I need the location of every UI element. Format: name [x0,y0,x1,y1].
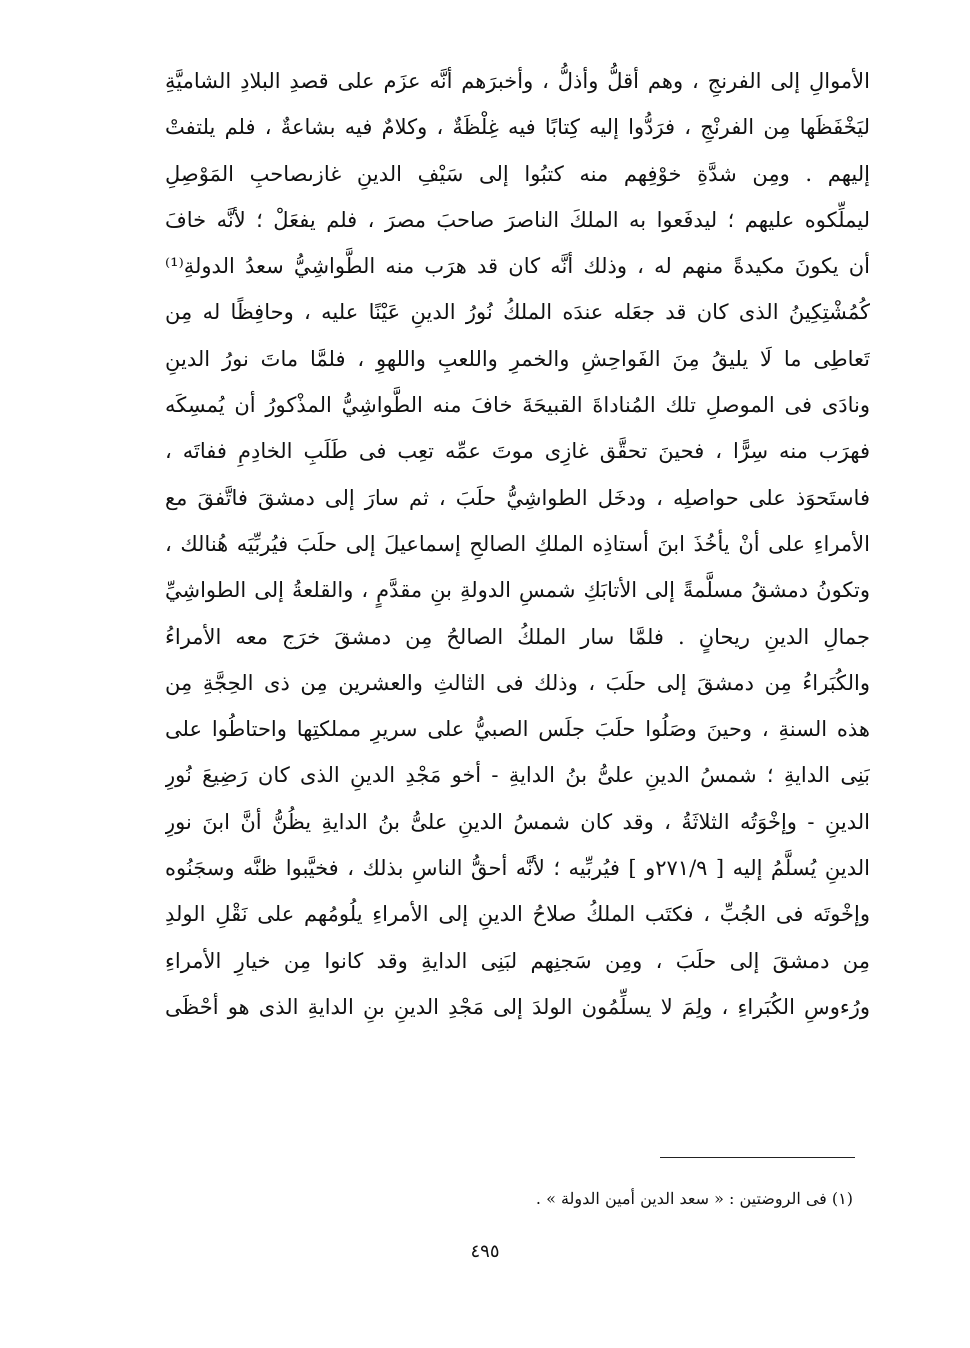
page-number: ٤٩٥ [470,1241,500,1262]
text-line: أن يكونَ مكيدةً منهم له ، وذلك أنَّه كان قد هرَب منه الطَّواشِيُّ سعدُ الدولةِ⁽¹⁾ [165,254,870,279]
text-line: بَنِى الدايةِ ؛ شمسُ الدينِ علىُّ بنُ الدايةِ - أخو مَجْدِ الدينِ الذى كان رَضِيعَ نُورِ [165,763,870,788]
text-line: وإخْوتَه فى الجُبِّ ، فكتَب الملكُ صلاحُ الدينِ إلى الأمراءِ يلُومُهم على نَقْلِ الولدِ [165,902,870,927]
text-line: ليملِّكوه عليهم ؛ ليدفَعوا به الملكَ الناصرَ صاحبَ مصرَ ، فلم يفعَلْ ؛ لأنَّه خافَ [165,207,870,232]
text-line: كُمُشْتِكِينُ الذى كان قد جعَله عندَه الملكُ نُورُ الدينِ عَيْنًا عليه ، وحافِظًا له مِن [165,300,870,325]
text-line: والكُبَراءُ مِن دمشقَ إلى حلَبَ ، وذلك فى الثالثِ والعشرين مِن ذى الحِجَّةِ مِن [165,670,870,695]
text-line: ونادَى فى الموصلِ تلك المُناداةَ القبيحَةَ خافَ منه الطَّواشِيُّ المذْكورُ أن يُمسِكَه [165,393,870,418]
text-line: الدينِ يُسلَّمُ إليه [ ٢٧١/٩و ] فيُربِّيه ؛ لأنَّه أحقُّ الناسِ بذلك ، فخيَّبوا ظنَّه وسجَنُوه [165,856,870,881]
text-line: ورُءوسِ الكُبَراءِ ، ولِمَ لا يسلِّمُون الولدَ إلى مَجْدِ الدينِ بنِ الدايةِ الذى هو أحْظَى [165,994,870,1019]
main-text [165,58,870,1030]
text-line: ليَخْفَظَها مِن الفرنْجِ ، فرَدُّوا إليه كِتابًا فيه غِلْظَةٌ ، وكلامٌ فيه بشاعةٌ ، فلم يلتفتْ [165,115,870,140]
text-line: الأموالِ إلى الفرنجِ ، وهم أقلُّ وأذلُّ ، وأخبرَهم أنَّه عزَم على قصدِ البلادِ الشاميَّةِ [165,69,870,93]
text-line: جمالِ الدينِ ريحانٍ . فلمَّا سار الملكُ الصالحُ مِن دمشقَ خرَج معه الأمراءُ [165,624,870,649]
footnote-divider [660,1157,855,1158]
text-line: فاستَحوَذ على حواصلِه ، ودخَل الطواشِيُّ حلَبَ ، ثم سارَ إلى دمشقَ فاتَّفقَ مع [165,485,870,510]
text-line: مِن دمشقَ إلى حلَبَ ، ومِن سَجنِهم لبَنِى الدايةِ وقد كانوا مِن خيارِ الأمراءِ [165,948,870,973]
footnote: (١) فى الروضتين : « سعد الدين أمين الدولة » . [535,1189,853,1208]
text-line: الدينِ - وإخْوَتُه الثلاثَةُ ، وقد كان شمسُ الدينِ علىُّ بنُ الدايةِ يظُنُّ أنَّ ابنَ نورِ [165,809,870,834]
text-line: تَعاطِى ما لَا يليقُ مِنَ الفَواحِشِ والخمرِ واللعبِ واللهوِ ، فلمَّا ماتَ نورُ الدينِ [165,346,870,371]
text-line: هذه السنةِ ، وحينَ وصَلُوا حلَبَ جلَس الصبيُّ على سريرِ مملكتِها واحتاطُوا على [165,717,870,742]
text-line: الأمراءِ على أنْ يأخُذَ ابنَ أستاذِه الملكِ الصالحِ إسماعيلَ إلى حلَبَ فيُربِّيَه هُنالك ، [165,531,870,556]
text-line: إليهم . ومِن شدَّةِ خوْفِهم منه كتبُوا إلى سَيْفِ الدينِ غازىصاحبِ المَوْصِلِ [165,161,870,186]
text-line: فهرَب منه سِرًّا ، فحينَ تحقَّق غازِى موتَ عمِّه تعِب فى طَلَبِ الخادِمِ ففاتَه ، [165,439,870,464]
text-line: وتكونُ دمشقُ مسلَّمةً إلى الأتابَكِ شمسِ الدولةِ بنِ مقدَّمٍ ، والقلعةُ إلى الطواشِيِّ [165,578,870,603]
